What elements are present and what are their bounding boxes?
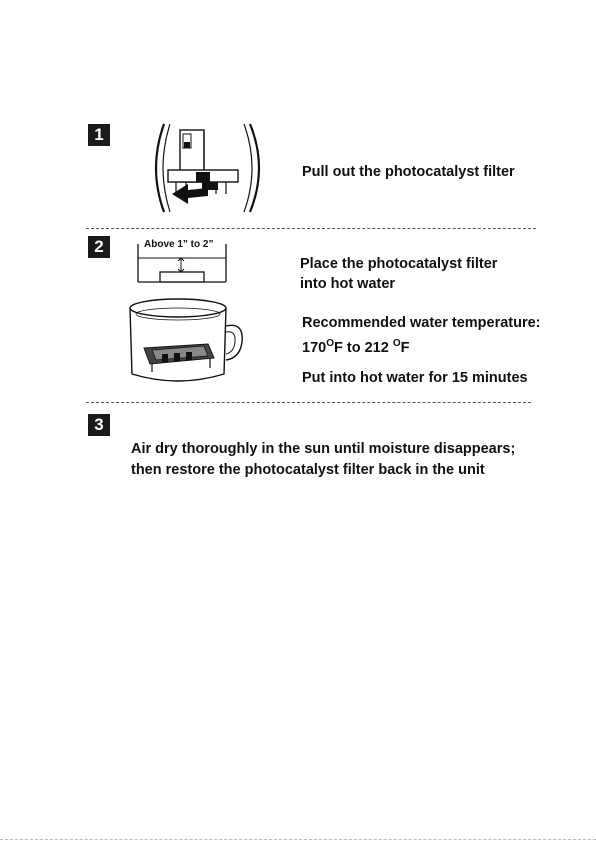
water-depth-label: Above 1” to 2” xyxy=(144,239,214,250)
degree-symbol: O xyxy=(326,338,334,349)
temp-to: F to 212 xyxy=(333,340,393,356)
page-bottom-border xyxy=(0,839,596,840)
step-2-number: 2 xyxy=(88,236,110,258)
filter-removal-illustration xyxy=(146,120,270,216)
step-divider-1 xyxy=(86,228,536,229)
cup-with-filter-illustration xyxy=(122,296,246,388)
step-2-instruction-line-2: into hot water xyxy=(300,276,396,292)
step-3-instruction-line-1: Air dry thoroughly in the sun until moisture disappears; xyxy=(131,441,516,457)
temp-min: 170 xyxy=(302,340,327,356)
step-3-number: 3 xyxy=(88,414,110,436)
step-1-number: 1 xyxy=(88,124,110,146)
step-2-temperature-label: Recommended water temperature: xyxy=(302,315,541,331)
step-2-temperature-range xyxy=(302,333,409,359)
step-2-duration: Put into hot water for 15 minutes xyxy=(302,370,528,386)
temp-unit: F xyxy=(400,340,410,356)
step-divider-2 xyxy=(86,402,531,403)
step-3-instruction-line-2: then restore the photocatalyst filter back in the unit xyxy=(131,462,485,478)
step-2-instruction-line-1: Place the photocatalyst filter xyxy=(300,256,498,272)
step-1-instruction: Pull out the photocatalyst filter xyxy=(302,164,515,180)
degree-symbol: O xyxy=(392,338,401,349)
